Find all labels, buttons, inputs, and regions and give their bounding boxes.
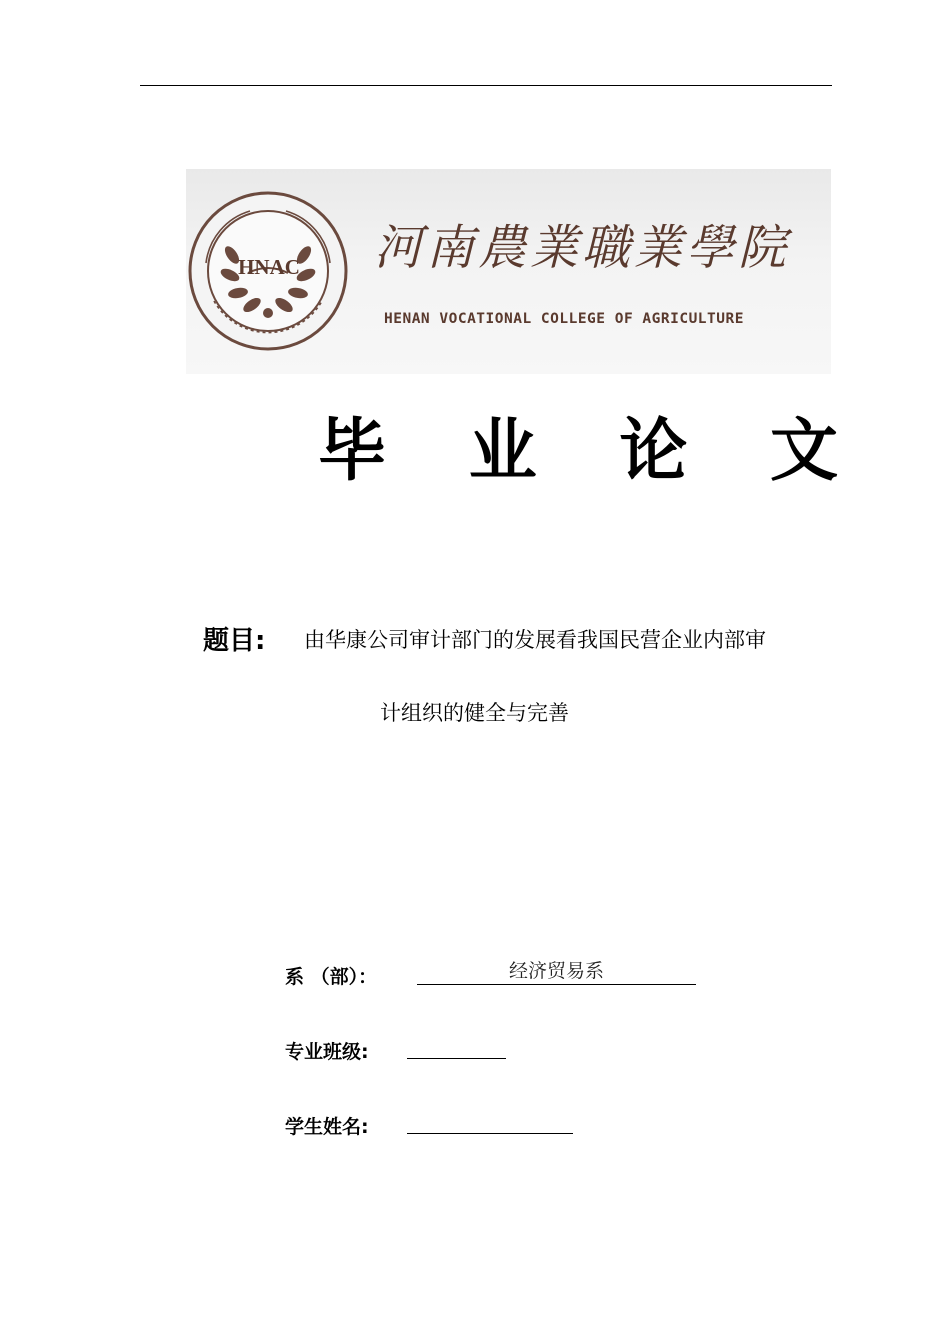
topic-text-line-1: 由华康公司审计部门的发展看我国民营企业内部审 bbox=[304, 628, 766, 652]
department-label: 系 （部）： bbox=[285, 966, 378, 988]
college-logo-banner bbox=[186, 169, 831, 374]
student-name-label: 学生姓名: bbox=[285, 1116, 369, 1138]
title-char: 业 bbox=[468, 412, 537, 491]
student-name-field bbox=[407, 1109, 573, 1134]
college-name-en: HENAN VOCATIONAL COLLEGE OF AGRICULTURE bbox=[384, 311, 744, 327]
title-char: 论 bbox=[619, 412, 688, 491]
topic-text-line-2: 计组织的健全与完善 bbox=[380, 701, 569, 725]
topic-label: 题目: bbox=[203, 626, 266, 656]
seal-text: HNAC bbox=[238, 255, 300, 279]
document-title bbox=[318, 412, 838, 491]
major-class-label: 专业班级: bbox=[285, 1041, 369, 1063]
title-char: 毕 bbox=[318, 412, 387, 491]
college-name-cn: 河南農業職業學院 bbox=[374, 220, 791, 276]
title-char: 文 bbox=[769, 412, 838, 491]
header-rule bbox=[140, 85, 832, 86]
major-class-field bbox=[407, 1034, 506, 1059]
department-value: 经济贸易系 bbox=[508, 960, 604, 982]
department-field bbox=[417, 960, 696, 985]
